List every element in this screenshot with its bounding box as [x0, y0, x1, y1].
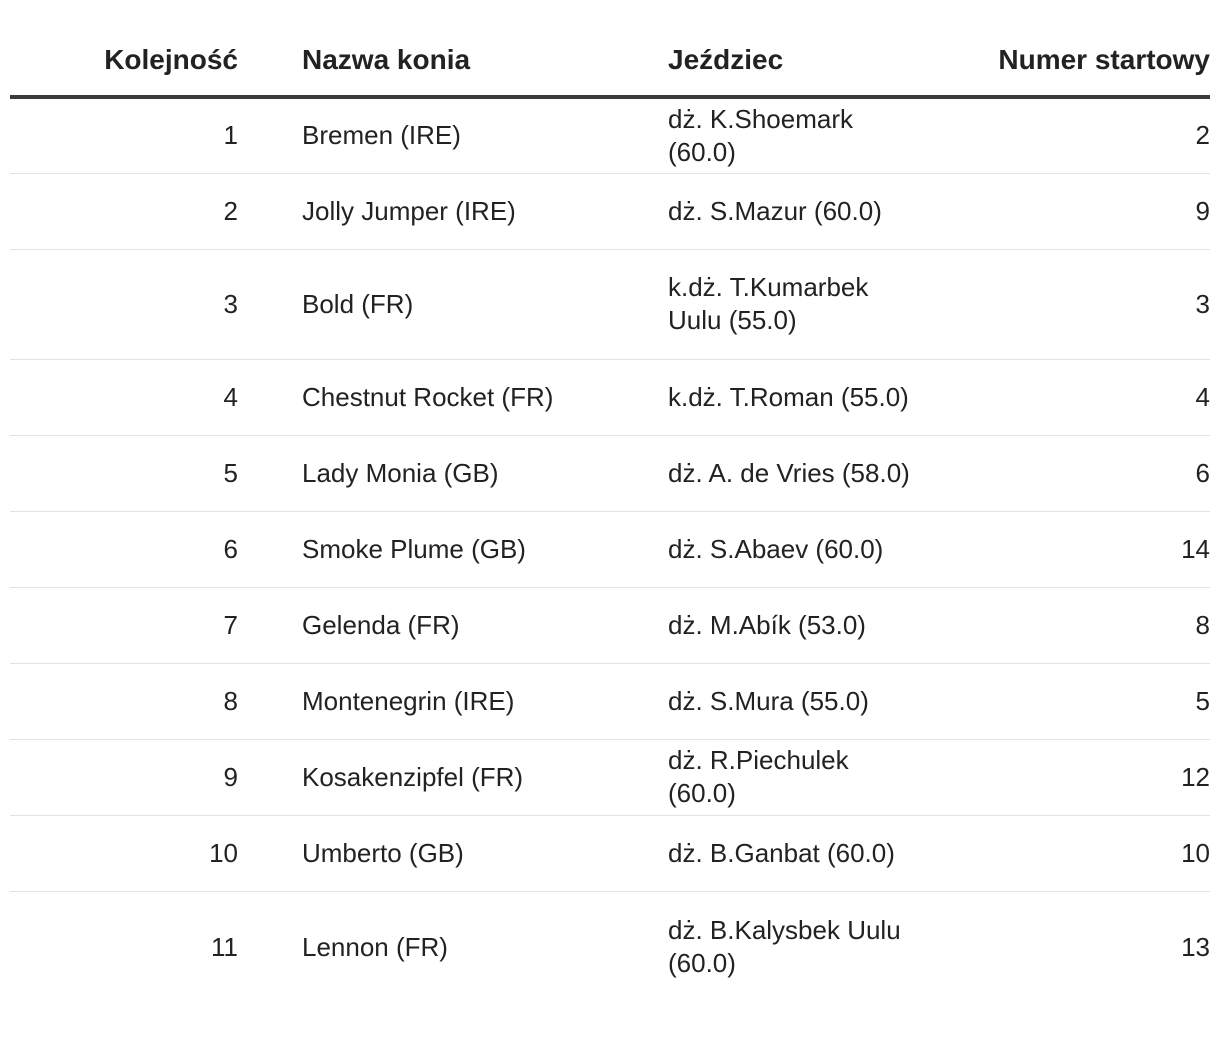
cell-horse-name: Kosakenzipfel (FR) [302, 739, 668, 815]
jockey-text: k.dż. T.Roman (55.0) [668, 381, 909, 412]
cell-spacer [238, 435, 302, 511]
cell-order: 5 [10, 435, 238, 511]
cell-order: 2 [10, 173, 238, 249]
cell-spacer [238, 891, 302, 1003]
cell-horse-name: Bremen (IRE) [302, 97, 668, 173]
jockey-text: dż. M.Abík (53.0) [668, 609, 866, 640]
results-table-container [10, 0, 1210, 1003]
cell-order: 7 [10, 587, 238, 663]
cell-order: 10 [10, 815, 238, 891]
cell-order: 3 [10, 249, 238, 359]
cell-spacer [238, 815, 302, 891]
cell-horse-name: Jolly Jumper (IRE) [302, 173, 668, 249]
cell-horse-name: Chestnut Rocket (FR) [302, 359, 668, 435]
cell-start-number: 5 [990, 663, 1210, 739]
table-row [10, 739, 1210, 815]
cell-jockey [668, 435, 990, 511]
cell-jockey [668, 173, 990, 249]
table-row [10, 97, 1210, 173]
table-row [10, 891, 1210, 1003]
cell-jockey [668, 891, 990, 1003]
table-body [10, 97, 1210, 1003]
cell-spacer [238, 359, 302, 435]
header-row [10, 0, 1210, 97]
cell-spacer [238, 739, 302, 815]
cell-horse-name: Montenegrin (IRE) [302, 663, 668, 739]
cell-jockey [668, 663, 990, 739]
table-row [10, 663, 1210, 739]
cell-start-number: 12 [990, 739, 1210, 815]
jockey-text: dż. B.Ganbat (60.0) [668, 837, 895, 868]
cell-order: 11 [211, 931, 238, 962]
cell-jockey [668, 511, 990, 587]
header-spacer [238, 0, 302, 97]
cell-jockey [668, 739, 990, 815]
cell-spacer [238, 249, 302, 359]
table-row [10, 173, 1210, 249]
cell-horse-name: Bold (FR) [302, 249, 668, 359]
jockey-text: k.dż. T.Kumarbek Uulu (55.0) [668, 272, 869, 335]
cell-order: 8 [10, 663, 238, 739]
cell-spacer [238, 97, 302, 173]
cell-start-number: 9 [990, 173, 1210, 249]
table-row [10, 511, 1210, 587]
cell-order: 9 [10, 739, 238, 815]
cell-start-number: 8 [990, 587, 1210, 663]
cell-jockey [668, 359, 990, 435]
table-row [10, 359, 1210, 435]
cell-order: 4 [10, 359, 238, 435]
table-header [10, 0, 1210, 97]
cell-start-number: 13 [1181, 931, 1210, 962]
table-row [10, 435, 1210, 511]
jockey-text: dż. S.Mazur (60.0) [668, 195, 882, 226]
cell-horse-name: Gelenda (FR) [302, 587, 668, 663]
cell-jockey [668, 97, 990, 173]
cell-start-number: 2 [990, 97, 1210, 173]
cell-start-number: 4 [990, 359, 1210, 435]
cell-spacer [238, 173, 302, 249]
cell-order: 1 [10, 97, 238, 173]
header-jockey: Jeździec [668, 0, 990, 97]
cell-horse-name: Smoke Plume (GB) [302, 511, 668, 587]
cell-spacer [238, 663, 302, 739]
header-order: Kolejność [10, 0, 238, 97]
jockey-text: dż. B.Kalysbek Uulu (60.0) [668, 915, 901, 979]
cell-horse-name: Lennon (FR) [302, 931, 448, 962]
cell-start-number: 14 [990, 511, 1210, 587]
jockey-text: dż. A. de Vries (58.0) [668, 457, 910, 488]
cell-start-number: 3 [990, 249, 1210, 359]
cell-start-number: 6 [990, 435, 1210, 511]
table-row [10, 587, 1210, 663]
cell-start-number: 10 [990, 815, 1210, 891]
cell-jockey [668, 815, 990, 891]
jockey-text: dż. R.Piechulek (60.0) [668, 745, 849, 808]
cell-horse-name: Umberto (GB) [302, 815, 668, 891]
jockey-text: dż. K.Shoemark (60.0) [668, 103, 853, 167]
table-row [10, 249, 1210, 359]
jockey-text: dż. S.Abaev (60.0) [668, 533, 884, 564]
race-results-table [10, 0, 1210, 1003]
table-row [10, 815, 1210, 891]
cell-jockey [668, 587, 990, 663]
cell-jockey [668, 249, 990, 359]
cell-spacer [238, 511, 302, 587]
header-start-number: Numer startowy [990, 0, 1210, 97]
header-horse-name: Nazwa konia [302, 0, 668, 97]
jockey-text: dż. S.Mura (55.0) [668, 685, 869, 716]
cell-horse-name: Lady Monia (GB) [302, 435, 668, 511]
cell-spacer [238, 587, 302, 663]
cell-order: 6 [10, 511, 238, 587]
